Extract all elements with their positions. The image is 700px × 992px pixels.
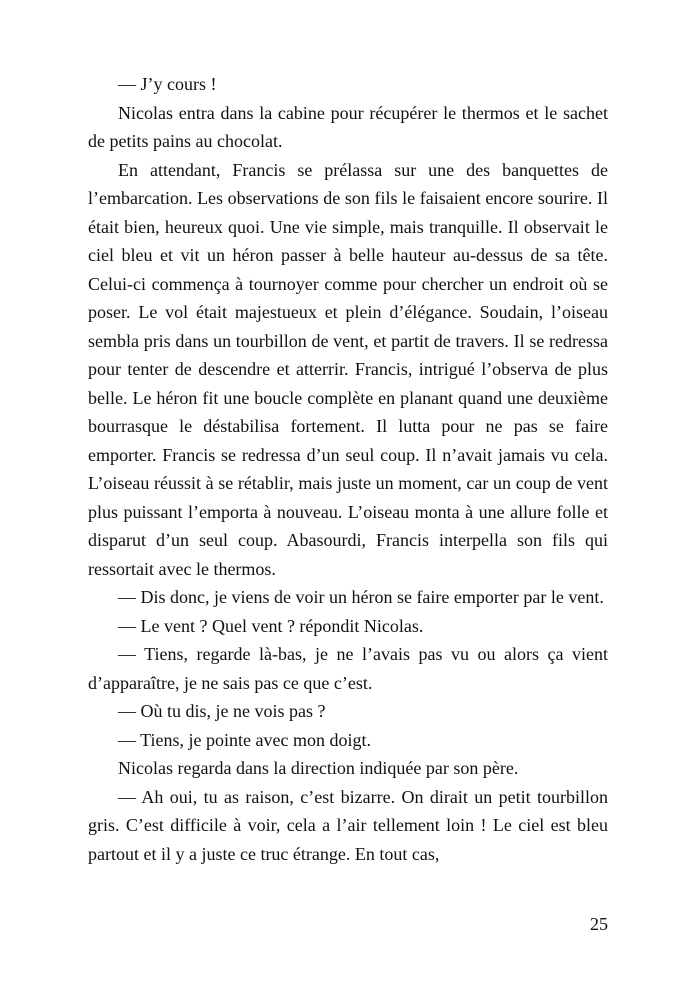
paragraph-10: — Ah oui, tu as raison, c’est bizarre. On dirait un petit tourbillon gris. C’est difficile à voir, cela a l’air tellement loin ! Le ciel est bleu partout et il y a juste ce truc étrange. En tout cas, [88, 786, 608, 864]
paragraph-6: — Tiens, regarde là-bas, je ne l’avais pas vu ou alors ça vient d’apparaître, je ne sais pas ce que c’est. [88, 644, 608, 693]
paragraph-1: — J’y cours ! [118, 74, 217, 94]
paragraph-8: — Tiens, je pointe avec mon doigt. [118, 729, 371, 750]
paragraph-5: — Le vent ? Quel vent ? répondit Nicolas. [118, 615, 424, 636]
paragraph-3: En attendant, Francis se prélassa sur une des banquettes de l’embarcation. Les observations de son fils le faisaient encore sourire. Il était bien, heureux quoi. Une vie simple, mais tranquille. Il observait le ciel bleu et vit un héron passer à belle hauteur au-dessus de sa tête. Celui-ci commença à tournoyer comme pour chercher un endroit où se poser. Le vol était majestueux et plein d’élégance. Soudain, l’oiseau sembla pris dans un tourbillon de vent, et partit de travers. Il se redressa pour tenter de descendre et atterrir. Francis, intrigué l’observa de plus belle. Le héron fit une boucle complète en planant quand une deuxième bourrasque le déstabilisa fortement. Il lutta pour ne pas se faire emporter. Francis se redressa d’un seul coup. Il n’avait jamais vu cela. L’oiseau réussit à se rétablir, mais juste un moment, car un coup de vent plus puissant l’emporta à nouveau. L’oiseau monta à une allure folle et disparut d’un seul coup. Abasourdi, Francis interpella son fils qui ressortait avec le thermos. [88, 159, 608, 579]
page-number: 25 [590, 914, 608, 934]
paragraph-9: Nicolas regarda dans la direction indiquée par son père. [118, 758, 519, 778]
paragraph-4: — Dis donc, je viens de voir un héron se faire emporter par le vent. [118, 587, 604, 607]
paragraph-7: — Où tu dis, je ne vois pas ? [118, 701, 326, 721]
book-page-text [88, 70, 608, 868]
paragraph-2: Nicolas entra dans la cabine pour récupérer le thermos et le sachet de petits pains au chocolat. [88, 102, 608, 151]
